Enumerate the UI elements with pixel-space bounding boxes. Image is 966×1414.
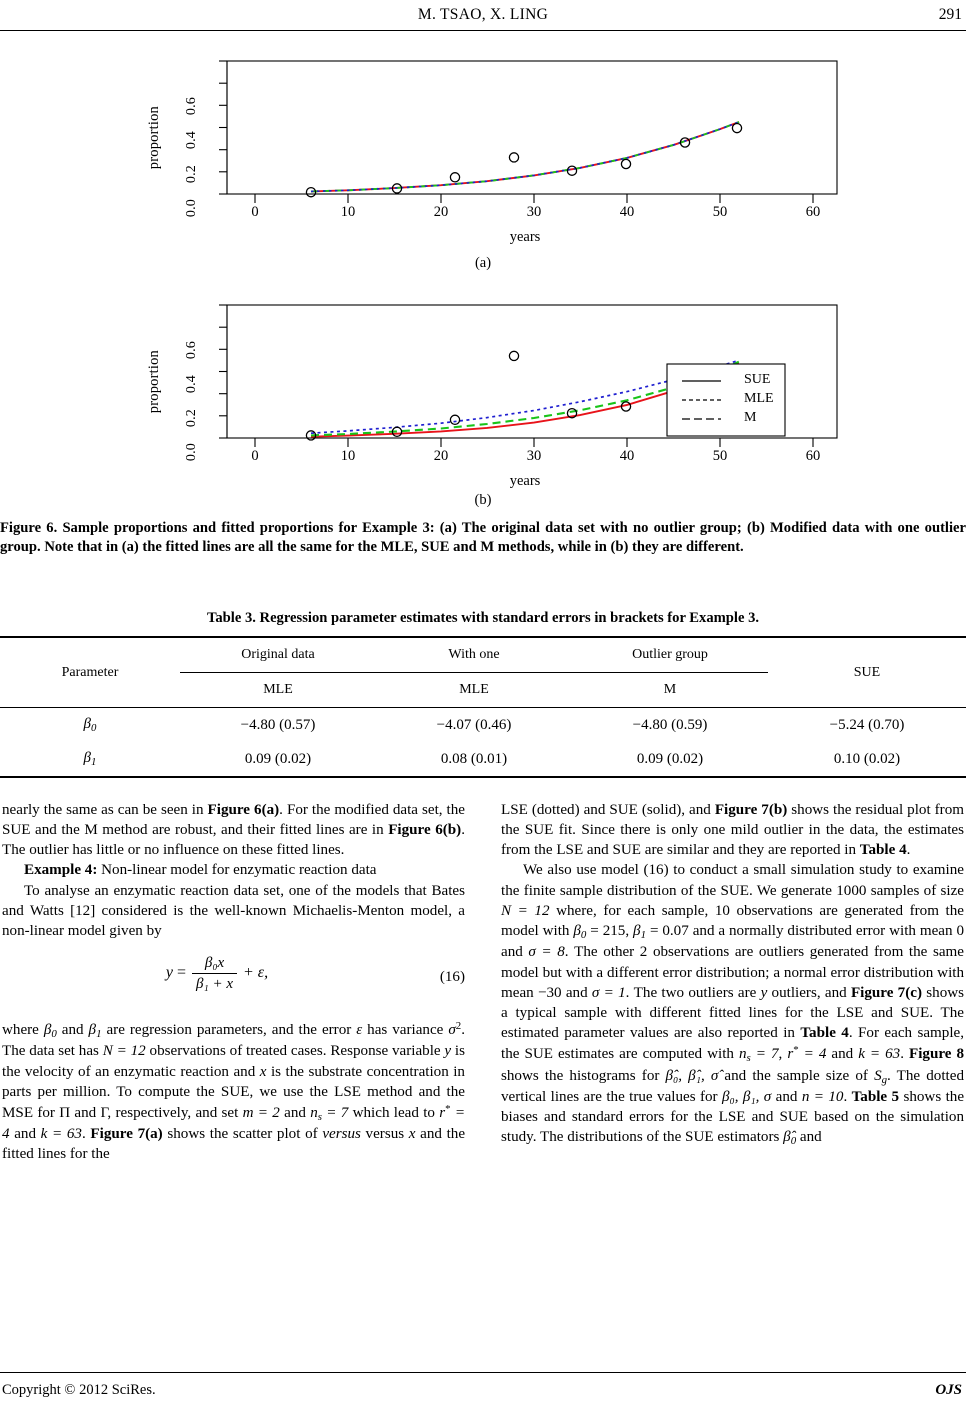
chart-b-legend-label-m: M [744,410,757,425]
chart-b-xtick-6: 60 [805,448,821,464]
chart-a-xtick-4: 40 [619,204,635,220]
chart-a-ylabel: proportion [146,106,162,170]
table-group-header-1: With one [448,647,500,662]
table-method-header-0: MLE [263,682,293,697]
chart-b-ytick-1: 0.2 [184,409,199,428]
table-cell-param-beta0: $\beta_0$ [83,715,97,734]
running-head [0,6,966,30]
chart-b-ylabel: proportion [146,350,162,414]
left-paragraph-3: To analyse an enzymatic reaction data set, one of the models that Bates and Watts [12] considered is the well-known Michaelis-Menton model, a non-linear model given by [2,882,465,939]
table-cell-r0-c2: −4.80 (0.59) [632,716,708,733]
chart-b-ytick-0: 0.0 [184,443,199,462]
copyright-text: Copyright © 2012 SciRes. [2,1382,156,1398]
panel-b-letter: (b) [474,492,492,508]
left-paragraph-1: nearly the same as can be seen in Figure 6(a). For the modified data set, the SUE and the M method are robust, and their fitted lines are in Figure 6(b). The outlier has little or no influence on these fitted lines. [2,802,465,859]
chart-b-y-ticks [219,305,227,438]
equation-fraction: $\frac{\text{β₀x}}{\text{β₁ + x}}$ [192,953,237,994]
figure-6 [0,36,966,509]
right-paragraph-1: LSE (dotted) and SUE (solid), and Figure 7(b) shows the residual plot from the SUE fit. Since there is only one mild outlier in the data, the estimates from the LSE and SUE are similar and they are reported in Table 4. [501,802,964,859]
table-group-header-2: Outlier group [632,647,708,662]
figure-caption: Figure 6. Sample proportions and fitted proportions for Example 3: (a) The original data set with no outlier group; (b) Modified data with one outlier group. Note that in (a) the fitted lines are all the same for the MLE, SUE and M methods, while in (b) they are different. [0,520,966,555]
table-title: Table 3. Regression parameter estimates with standard errors in brackets for Example 3. [206,610,760,626]
chart-b-xtick-0: 0 [251,448,259,464]
table-cell-r0-c3: −5.24 (0.70) [829,716,905,733]
table-header-parameter: Parameter [61,664,119,680]
chart-b-xtick-3: 30 [526,448,542,464]
table-3 [0,636,966,778]
chart-a-ytick-2: 0.4 [184,131,199,150]
table-cell-param-beta1: $\beta_1$ [83,749,97,768]
body-column-right [501,800,964,1149]
table-group-header-row [0,638,966,672]
table-rule-bottom [0,776,966,778]
chart-b-ytick-2: 0.4 [184,375,199,394]
chart-a-xtick-5: 50 [712,204,728,220]
chart-a-ytick-3: 0.6 [184,97,199,116]
running-head-title: M. TSAO, X. LING [417,6,549,23]
chart-a-xtick-0: 0 [251,204,259,220]
chart-a-xtick-6: 60 [805,204,821,220]
chart-a-xtick-1: 10 [340,204,356,220]
left-paragraph-4: where $\beta_0$ and $\beta_1$ are regression parameters, and the error ε has variance $\sigma^2$. The data set has N = 12 observations of treated cases. Response variable y is the velocity of an enzymatic reaction and x is the substrate concentration in parts per million. To compute the SUE, we use the LSE method and the MSE for Π and Γ, respectively, and set m = 2 and $n_s = 7$ which lead to r* = 4 and k = 63. Figure 7(a) shows the scatter plot of versus versus x and the fitted lines for the [2,1019,466,1163]
table-cell-r1-c2: 0.09 (0.02) [636,750,704,767]
table-row [0,742,966,776]
chart-a-xtick-2: 20 [433,204,449,220]
table-group-header-0: Original data [241,647,315,662]
chart-a-ytick-0: 0.0 [184,199,199,218]
page-footer [0,1382,966,1404]
chart-panel-b [0,282,966,490]
chart-a-x-ticks [255,194,813,203]
chart-b-ytick-3: 0.6 [184,341,199,360]
chart-b-xtick-4: 40 [619,448,635,464]
chart-b-xtick-2: 20 [433,448,449,464]
panel-a-letter: (a) [474,255,492,271]
table-cell-r1-c1: 0.08 (0.01) [440,750,508,767]
chart-a-xlabel: years [509,229,541,245]
chart-b-legend-label-sue: SUE [744,372,771,387]
chart-b-xlabel: years [509,473,541,489]
table-header-sue: SUE [853,664,881,680]
table-cell-r1-c0: 0.09 (0.02) [244,750,312,767]
chart-b-xtick-1: 10 [340,448,356,464]
journal-abbrev: OJS [935,1382,962,1398]
header-rule [0,30,966,31]
table-method-header-2: M [663,682,677,697]
chart-b-legend-label-mle: MLE [744,391,774,406]
equation-number: (16) [439,968,465,985]
right-paragraph-2: We also use model (16) to conduct a small simulation study to examine the finite sample distribution of the SUE. We generate 1000 samples of size N = 12 where, for each sample, 10 observations are generated from the model with $\beta_0 = 215$, $\beta_1 = 0.07$ and a normally distributed error with mean 0 and σ = 8. The other 2 observations are outliers generated from the same model but with a different error distribution; a normal error distribution with mean −30 and σ = 1. The two outliers are y outliers, and Figure 7(c) shows a typical sample with different fitted lines for the LSE and SUE. The estimated parameter values are also reported in Table 4. For each sample, the SUE estimates are computed with $n_s = 7$, r* = 4 and k = 63. Figure 8 shows the histograms for β̂₀, β̂₁, σ̂ and the sample size of $S_g$. The dotted vertical lines are the true values for β₀, β₁, σ and n = 10. Table 5 shows the biases and standard errors for the LSE and SUE based on the simulation study. The distributions of the SUE estimators $\betâ_0$ and [501,862,965,1148]
table-cell-r1-c3: 0.10 (0.02) [833,750,901,767]
chart-a-frame [227,61,837,194]
chart-b-xtick-5: 50 [712,448,728,464]
footer-rule [0,1372,966,1373]
table-cell-r0-c0: −4.80 (0.57) [240,716,316,733]
table-method-header-1: MLE [459,682,489,697]
chart-panel-a [0,36,966,251]
chart-a-ytick-1: 0.2 [184,165,199,184]
page-number: 291 [938,6,962,23]
chart-a-xtick-3: 30 [526,204,542,220]
chart-a-y-ticks [219,61,227,194]
table-cell-r0-c1: −4.07 (0.46) [436,716,512,733]
equation-16: y = $\frac{\text{β₀x}}{\text{β₁ + x}}$ + ε, [2,953,432,994]
left-paragraph-2: Example 4: Non-linear model for enzymatic reaction data [24,862,377,879]
table-row [0,708,966,742]
equation-16-block [2,953,465,1005]
body-column-left [2,800,465,1165]
chart-b-x-ticks [255,438,813,447]
chart-a-plot-area [205,56,845,216]
